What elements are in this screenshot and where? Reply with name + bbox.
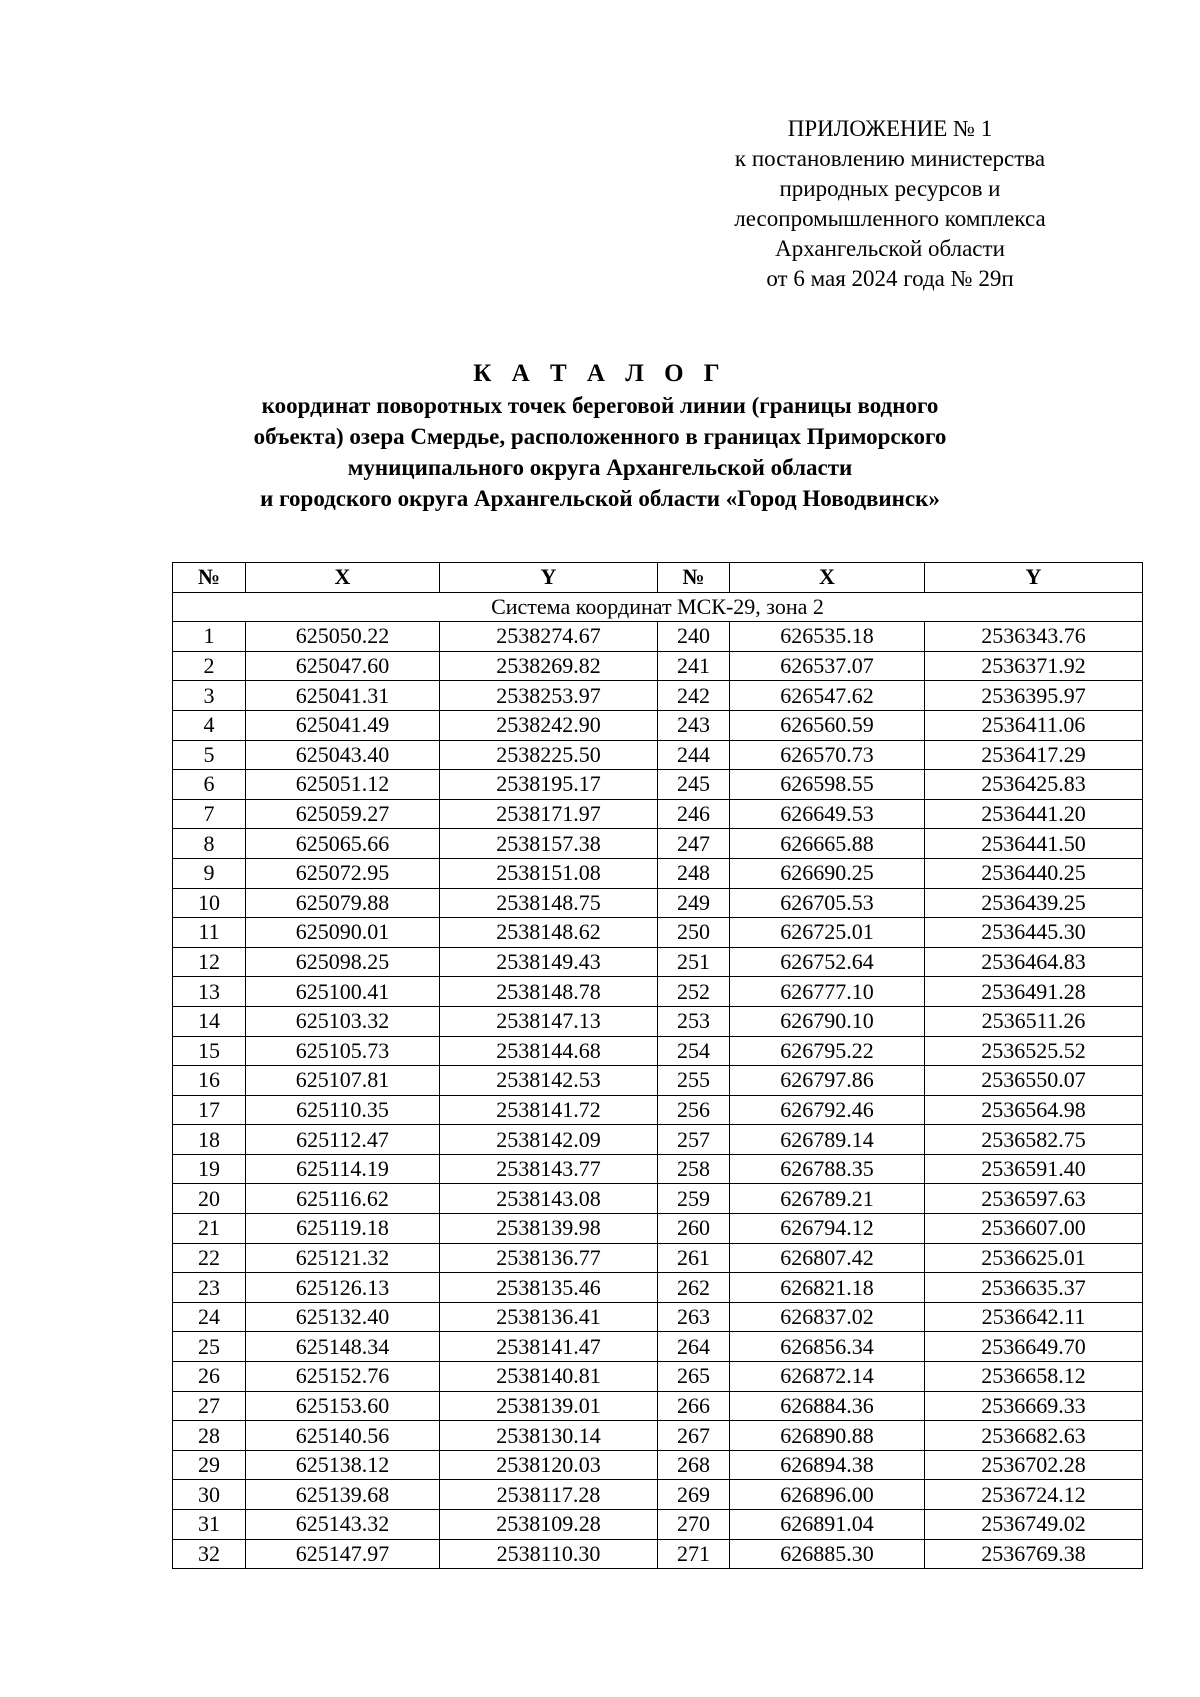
cell-y: 2536343.76	[925, 622, 1143, 652]
cell-y: 2536658.12	[925, 1362, 1143, 1392]
cell-number: 27	[173, 1391, 246, 1421]
cell-x: 626894.38	[730, 1450, 925, 1480]
cell-number: 241	[658, 651, 730, 681]
cell-y: 2538130.14	[440, 1421, 658, 1451]
cell-x: 625072.95	[246, 858, 440, 888]
cell-x: 625107.81	[246, 1066, 440, 1096]
cell-x: 625139.68	[246, 1480, 440, 1510]
cell-y: 2536642.11	[925, 1302, 1143, 1332]
cell-y: 2536669.33	[925, 1391, 1143, 1421]
table-row	[173, 1480, 1143, 1510]
catalog-heading: К А Т А Л О Г	[473, 360, 727, 387]
table-row	[173, 829, 1143, 859]
system-row	[173, 592, 1143, 622]
table-row	[173, 1332, 1143, 1362]
cell-x: 625116.62	[246, 1184, 440, 1214]
table-row	[173, 770, 1143, 800]
appendix-line: ПРИЛОЖЕНИЕ № 1	[787, 116, 993, 141]
cell-number: 18	[173, 1125, 246, 1155]
cell-number: 1	[173, 622, 246, 652]
cell-number: 258	[658, 1154, 730, 1184]
cell-x: 626885.30	[730, 1539, 925, 1569]
header-y: Y	[925, 563, 1143, 593]
cell-y: 2536769.38	[925, 1539, 1143, 1569]
cell-number: 254	[658, 1036, 730, 1066]
cell-y: 2536591.40	[925, 1154, 1143, 1184]
title-line: муниципального округа Архангельской области	[347, 455, 853, 480]
cell-y: 2538141.47	[440, 1332, 658, 1362]
table-row	[173, 1362, 1143, 1392]
cell-y: 2538136.77	[440, 1243, 658, 1273]
cell-y: 2538117.28	[440, 1480, 658, 1510]
cell-number: 261	[658, 1243, 730, 1273]
coordinate-system-label: Система координат МСК-29, зона 2	[173, 592, 1143, 622]
cell-number: 257	[658, 1125, 730, 1155]
cell-x: 625041.49	[246, 710, 440, 740]
cell-number: 10	[173, 888, 246, 918]
table-row	[173, 740, 1143, 770]
table-row	[173, 1125, 1143, 1155]
cell-y: 2538148.78	[440, 977, 658, 1007]
cell-number: 8	[173, 829, 246, 859]
cell-x: 625043.40	[246, 740, 440, 770]
cell-x: 626789.14	[730, 1125, 925, 1155]
cell-number: 19	[173, 1154, 246, 1184]
cell-y: 2538142.53	[440, 1066, 658, 1096]
appendix-line: от 6 мая 2024 года № 29п	[766, 266, 1014, 291]
cell-x: 626896.00	[730, 1480, 925, 1510]
cell-x: 626792.46	[730, 1095, 925, 1125]
cell-y: 2536525.52	[925, 1036, 1143, 1066]
cell-number: 244	[658, 740, 730, 770]
cell-y: 2538269.82	[440, 651, 658, 681]
document-title	[150, 358, 1050, 514]
appendix-line: Архангельской области	[775, 236, 1005, 261]
cell-y: 2538274.67	[440, 622, 658, 652]
cell-number: 15	[173, 1036, 246, 1066]
cell-y: 2538253.97	[440, 681, 658, 711]
cell-number: 259	[658, 1184, 730, 1214]
cell-number: 28	[173, 1421, 246, 1451]
table-row	[173, 1510, 1143, 1540]
cell-number: 247	[658, 829, 730, 859]
cell-number: 240	[658, 622, 730, 652]
cell-y: 2536649.70	[925, 1332, 1143, 1362]
cell-x: 626690.25	[730, 858, 925, 888]
coordinates-table	[172, 562, 1143, 1569]
cell-y: 2538110.30	[440, 1539, 658, 1569]
table-row	[173, 1391, 1143, 1421]
table-row	[173, 1214, 1143, 1244]
cell-y: 2536445.30	[925, 918, 1143, 948]
cell-number: 242	[658, 681, 730, 711]
cell-number: 255	[658, 1066, 730, 1096]
title-line: объекта) озера Смердье, расположенного в границах Приморского	[253, 424, 947, 449]
cell-number: 32	[173, 1539, 246, 1569]
cell-number: 7	[173, 799, 246, 829]
cell-x: 625132.40	[246, 1302, 440, 1332]
cell-number: 256	[658, 1095, 730, 1125]
cell-y: 2536441.50	[925, 829, 1143, 859]
cell-x: 626891.04	[730, 1510, 925, 1540]
table-row	[173, 799, 1143, 829]
cell-x: 626725.01	[730, 918, 925, 948]
cell-x: 625119.18	[246, 1214, 440, 1244]
cell-y: 2538139.98	[440, 1214, 658, 1244]
cell-x: 626837.02	[730, 1302, 925, 1332]
table-row	[173, 1421, 1143, 1451]
cell-number: 11	[173, 918, 246, 948]
cell-y: 2538225.50	[440, 740, 658, 770]
header-x: X	[730, 563, 925, 593]
cell-number: 260	[658, 1214, 730, 1244]
cell-y: 2536749.02	[925, 1510, 1143, 1540]
appendix-line: к постановлению министерства	[734, 146, 1046, 171]
table-row	[173, 918, 1143, 948]
cell-x: 625153.60	[246, 1391, 440, 1421]
cell-x: 626649.53	[730, 799, 925, 829]
table-row	[173, 1066, 1143, 1096]
cell-x: 625126.13	[246, 1273, 440, 1303]
table-row	[173, 651, 1143, 681]
cell-number: 269	[658, 1480, 730, 1510]
cell-x: 626794.12	[730, 1214, 925, 1244]
cell-x: 626547.62	[730, 681, 925, 711]
cell-number: 24	[173, 1302, 246, 1332]
cell-x: 626752.64	[730, 947, 925, 977]
cell-number: 31	[173, 1510, 246, 1540]
cell-number: 26	[173, 1362, 246, 1392]
cell-number: 21	[173, 1214, 246, 1244]
cell-number: 12	[173, 947, 246, 977]
cell-x: 626598.55	[730, 770, 925, 800]
cell-y: 2538109.28	[440, 1510, 658, 1540]
title-line: координат поворотных точек береговой линии (границы водного	[261, 393, 939, 418]
cell-number: 271	[658, 1539, 730, 1569]
cell-number: 248	[658, 858, 730, 888]
cell-x: 626790.10	[730, 1006, 925, 1036]
cell-y: 2538143.77	[440, 1154, 658, 1184]
cell-number: 3	[173, 681, 246, 711]
cell-y: 2538171.97	[440, 799, 658, 829]
cell-y: 2538149.43	[440, 947, 658, 977]
cell-x: 626821.18	[730, 1273, 925, 1303]
cell-x: 626705.53	[730, 888, 925, 918]
table-row	[173, 858, 1143, 888]
cell-y: 2536564.98	[925, 1095, 1143, 1125]
cell-y: 2538135.46	[440, 1273, 658, 1303]
cell-x: 625121.32	[246, 1243, 440, 1273]
cell-number: 264	[658, 1332, 730, 1362]
cell-y: 2536441.20	[925, 799, 1143, 829]
table-header-row	[173, 563, 1143, 593]
cell-y: 2538195.17	[440, 770, 658, 800]
appendix-line: лесопромышленного комплекса	[734, 206, 1046, 231]
cell-y: 2536625.01	[925, 1243, 1143, 1273]
cell-number: 16	[173, 1066, 246, 1096]
cell-number: 265	[658, 1362, 730, 1392]
cell-x: 626537.07	[730, 651, 925, 681]
cell-number: 263	[658, 1302, 730, 1332]
cell-x: 626788.35	[730, 1154, 925, 1184]
header-number: №	[658, 563, 730, 593]
cell-number: 14	[173, 1006, 246, 1036]
cell-number: 262	[658, 1273, 730, 1303]
table-row	[173, 1539, 1143, 1569]
cell-x: 625112.47	[246, 1125, 440, 1155]
cell-y: 2536425.83	[925, 770, 1143, 800]
table-row	[173, 681, 1143, 711]
cell-y: 2536417.29	[925, 740, 1143, 770]
cell-y: 2536371.92	[925, 651, 1143, 681]
table-row	[173, 1243, 1143, 1273]
cell-number: 22	[173, 1243, 246, 1273]
cell-y: 2536682.63	[925, 1421, 1143, 1451]
cell-number: 243	[658, 710, 730, 740]
cell-x: 626560.59	[730, 710, 925, 740]
table-body	[173, 592, 1143, 1569]
cell-number: 251	[658, 947, 730, 977]
cell-x: 625148.34	[246, 1332, 440, 1362]
table-row	[173, 977, 1143, 1007]
cell-x: 625114.19	[246, 1154, 440, 1184]
cell-x: 625143.32	[246, 1510, 440, 1540]
cell-y: 2536411.06	[925, 710, 1143, 740]
cell-x: 625050.22	[246, 622, 440, 652]
cell-y: 2538143.08	[440, 1184, 658, 1214]
cell-x: 626789.21	[730, 1184, 925, 1214]
cell-x: 625059.27	[246, 799, 440, 829]
cell-number: 266	[658, 1391, 730, 1421]
table-row	[173, 1095, 1143, 1125]
cell-x: 625090.01	[246, 918, 440, 948]
header-x: X	[246, 563, 440, 593]
cell-number: 4	[173, 710, 246, 740]
cell-number: 29	[173, 1450, 246, 1480]
cell-number: 5	[173, 740, 246, 770]
cell-x: 625110.35	[246, 1095, 440, 1125]
cell-y: 2536439.25	[925, 888, 1143, 918]
table-row	[173, 622, 1143, 652]
cell-x: 626797.86	[730, 1066, 925, 1096]
cell-x: 626890.88	[730, 1421, 925, 1451]
cell-x: 626570.73	[730, 740, 925, 770]
appendix-line: природных ресурсов и	[779, 176, 1001, 201]
cell-x: 625100.41	[246, 977, 440, 1007]
cell-y: 2538136.41	[440, 1302, 658, 1332]
cell-number: 13	[173, 977, 246, 1007]
table-row	[173, 710, 1143, 740]
table-row	[173, 1302, 1143, 1332]
cell-y: 2536582.75	[925, 1125, 1143, 1155]
cell-number: 250	[658, 918, 730, 948]
cell-x: 625103.32	[246, 1006, 440, 1036]
cell-x: 625079.88	[246, 888, 440, 918]
cell-y: 2536395.97	[925, 681, 1143, 711]
header-number: №	[173, 563, 246, 593]
cell-number: 270	[658, 1510, 730, 1540]
header-y: Y	[440, 563, 658, 593]
cell-number: 25	[173, 1332, 246, 1362]
cell-y: 2536607.00	[925, 1214, 1143, 1244]
cell-x: 626777.10	[730, 977, 925, 1007]
cell-number: 249	[658, 888, 730, 918]
cell-y: 2538151.08	[440, 858, 658, 888]
cell-y: 2538139.01	[440, 1391, 658, 1421]
cell-number: 20	[173, 1184, 246, 1214]
cell-number: 2	[173, 651, 246, 681]
table-row	[173, 1006, 1143, 1036]
cell-y: 2538142.09	[440, 1125, 658, 1155]
table-row	[173, 1036, 1143, 1066]
cell-number: 267	[658, 1421, 730, 1451]
cell-y: 2538120.03	[440, 1450, 658, 1480]
cell-x: 626807.42	[730, 1243, 925, 1273]
cell-x: 625138.12	[246, 1450, 440, 1480]
cell-x: 625047.60	[246, 651, 440, 681]
cell-x: 626872.14	[730, 1362, 925, 1392]
table-row	[173, 1273, 1143, 1303]
cell-number: 252	[658, 977, 730, 1007]
cell-y: 2538147.13	[440, 1006, 658, 1036]
cell-x: 625140.56	[246, 1421, 440, 1451]
cell-x: 625065.66	[246, 829, 440, 859]
cell-x: 626795.22	[730, 1036, 925, 1066]
cell-x: 625152.76	[246, 1362, 440, 1392]
cell-x: 625041.31	[246, 681, 440, 711]
cell-number: 268	[658, 1450, 730, 1480]
cell-y: 2538157.38	[440, 829, 658, 859]
cell-number: 23	[173, 1273, 246, 1303]
cell-y: 2538242.90	[440, 710, 658, 740]
cell-number: 30	[173, 1480, 246, 1510]
title-line: и городского округа Архангельской области «Город Новодвинск»	[260, 486, 940, 511]
cell-x: 625051.12	[246, 770, 440, 800]
cell-y: 2538148.62	[440, 918, 658, 948]
cell-y: 2538148.75	[440, 888, 658, 918]
table-row	[173, 1450, 1143, 1480]
table-row	[173, 1154, 1143, 1184]
cell-y: 2538144.68	[440, 1036, 658, 1066]
table-row	[173, 947, 1143, 977]
cell-x: 626535.18	[730, 622, 925, 652]
cell-x: 626856.34	[730, 1332, 925, 1362]
cell-x: 626884.36	[730, 1391, 925, 1421]
cell-y: 2538140.81	[440, 1362, 658, 1392]
cell-x: 625105.73	[246, 1036, 440, 1066]
cell-y: 2538141.72	[440, 1095, 658, 1125]
cell-x: 625098.25	[246, 947, 440, 977]
cell-number: 17	[173, 1095, 246, 1125]
cell-y: 2536550.07	[925, 1066, 1143, 1096]
cell-x: 625147.97	[246, 1539, 440, 1569]
cell-y: 2536597.63	[925, 1184, 1143, 1214]
cell-number: 253	[658, 1006, 730, 1036]
cell-y: 2536724.12	[925, 1480, 1143, 1510]
cell-y: 2536511.26	[925, 1006, 1143, 1036]
cell-y: 2536464.83	[925, 947, 1143, 977]
cell-y: 2536491.28	[925, 977, 1143, 1007]
cell-y: 2536440.25	[925, 858, 1143, 888]
cell-number: 6	[173, 770, 246, 800]
table-row	[173, 1184, 1143, 1214]
cell-y: 2536702.28	[925, 1450, 1143, 1480]
cell-number: 245	[658, 770, 730, 800]
cell-y: 2536635.37	[925, 1273, 1143, 1303]
cell-number: 9	[173, 858, 246, 888]
cell-number: 246	[658, 799, 730, 829]
appendix-block	[690, 114, 1090, 294]
cell-x: 626665.88	[730, 829, 925, 859]
table-row	[173, 888, 1143, 918]
